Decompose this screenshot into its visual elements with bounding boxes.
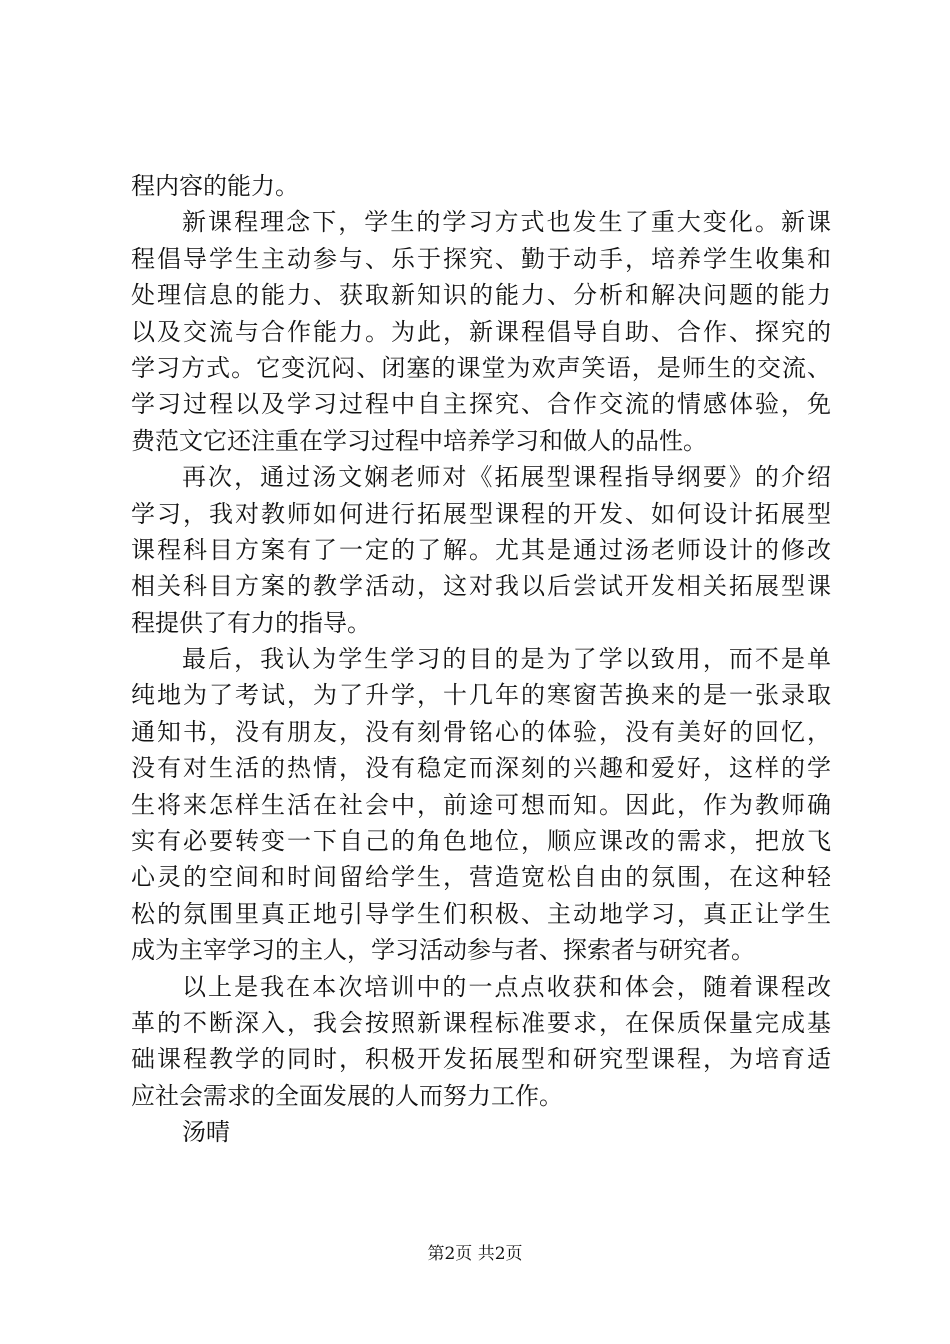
- text-line: 心灵的空间和时间留给学生，营造宽松自由的氛围，在这种轻: [131, 863, 831, 892]
- text-line: 通知书，没有朋友，没有刻骨铭心的体验，没有美好的回忆，: [131, 717, 831, 746]
- text-line: 革的不断深入，我会按照新课程标准要求，在保质保量完成基: [131, 1008, 831, 1037]
- page-number: 第2页 共2页: [427, 1244, 523, 1264]
- page-footer: [0, 1242, 950, 1266]
- paragraph-start-line: 新课程理念下，学生的学习方式也发生了重大变化。新课: [182, 208, 831, 237]
- text-line: 程倡导学生主动参与、乐于探究、勤于动手，培养学生收集和: [131, 244, 831, 273]
- paragraph-start-line: 以上是我在本次培训中的一点点收获和体会，随着课程改: [182, 972, 831, 1001]
- text-line: 程提供了有力的指导。: [131, 608, 371, 637]
- text-line: 学习过程以及学习过程中自主探究、合作交流的情感体验，免: [131, 390, 831, 419]
- text-line: 课程科目方案有了一定的了解。尤其是通过汤老师设计的修改: [131, 535, 831, 564]
- text-line: 处理信息的能力、获取新知识的能力、分析和解决问题的能力: [131, 281, 831, 310]
- paragraph-start-line: 再次，通过汤文娴老师对《拓展型课程指导纲要》的介绍: [182, 463, 831, 492]
- text-line: 没有对生活的热情，没有稳定而深刻的兴趣和爱好，这样的学: [131, 754, 831, 783]
- paragraph-start-line: 最后，我认为学生学习的目的是为了学以致用，而不是单: [182, 645, 831, 674]
- text-line: 费范文它还注重在学习过程中培养学习和做人的品性。: [131, 426, 707, 455]
- text-line: 程内容的能力。: [131, 172, 299, 200]
- text-line: 实有必要转变一下自己的角色地位，顺应课改的需求，把放飞: [131, 827, 831, 856]
- text-line: 学习方式。它变沉闷、闭塞的课堂为欢声笑语，是师生的交流、: [131, 353, 831, 382]
- text-line: 学习，我对教师如何进行拓展型课程的开发、如何设计拓展型: [131, 499, 831, 528]
- text-line: 础课程教学的同时，积极开发拓展型和研究型课程，为培育适: [131, 1045, 831, 1074]
- author-signature: 汤晴: [182, 1118, 230, 1147]
- text-line: 应社会需求的全面发展的人而努力工作。: [131, 1081, 563, 1110]
- document-body: [131, 168, 831, 1151]
- text-line: 松的氛围里真正地引导学生们积极、主动地学习，真正让学生: [131, 899, 831, 928]
- text-line: 纯地为了考试，为了升学，十几年的寒窗苦换来的是一张录取: [131, 681, 831, 710]
- text-line: 生将来怎样生活在社会中，前途可想而知。因此，作为教师确: [131, 790, 831, 819]
- text-line: 以及交流与合作能力。为此，新课程倡导自助、合作、探究的: [131, 317, 831, 346]
- text-line: 成为主宰学习的主人，学习活动参与者、探索者与研究者。: [131, 936, 755, 965]
- text-line: 相关科目方案的教学活动，这对我以后尝试开发相关拓展型课: [131, 572, 831, 601]
